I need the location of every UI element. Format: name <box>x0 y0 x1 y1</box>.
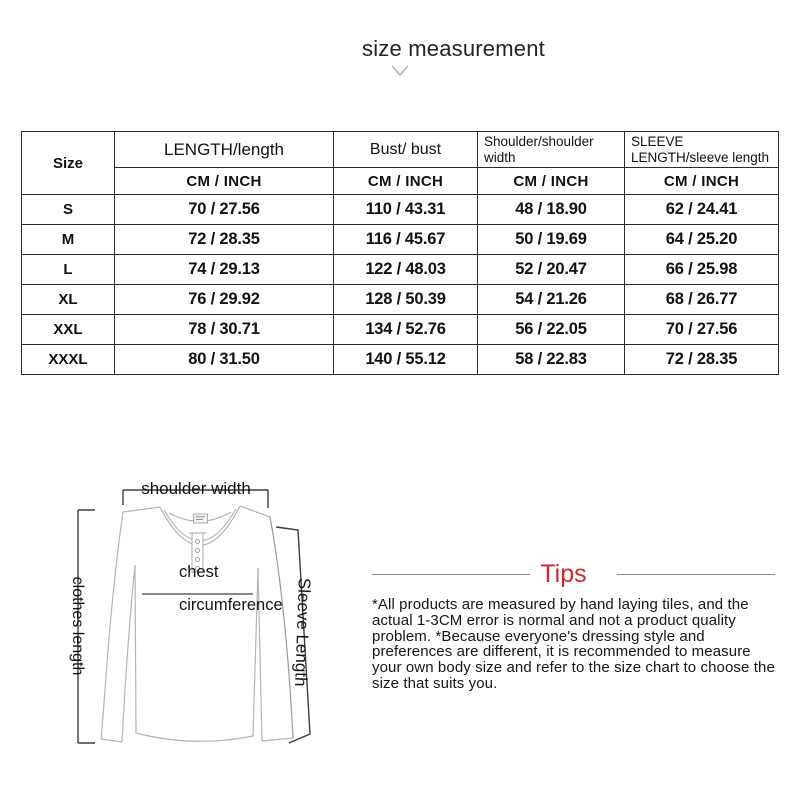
button <box>195 548 199 552</box>
bust-cell: 122 / 48.03 <box>334 255 478 285</box>
shoulder-cell: 50 / 19.69 <box>478 225 625 255</box>
sleeve-cell: 64 / 25.20 <box>625 225 779 255</box>
shoulder-cell: 48 / 18.90 <box>478 195 625 225</box>
bust-cell: 110 / 43.31 <box>334 195 478 225</box>
length-cell: 70 / 27.56 <box>115 195 334 225</box>
table-row <box>22 285 779 315</box>
tips-header <box>372 562 775 587</box>
length-cell: 78 / 30.71 <box>115 315 334 345</box>
chest-label: chest <box>179 563 219 581</box>
sleeve-cell: 68 / 26.77 <box>625 285 779 315</box>
sleeve-cell: 70 / 27.56 <box>625 315 779 345</box>
size-cell: XL <box>22 285 115 315</box>
size-cell: M <box>22 225 115 255</box>
column-header-shoulder: Shoulder/shoulder width <box>478 132 625 168</box>
length-cell: 80 / 31.50 <box>115 345 334 375</box>
column-header-length: LENGTH/length <box>115 132 334 168</box>
table-row <box>22 255 779 285</box>
button <box>195 557 199 561</box>
size-table <box>21 131 779 375</box>
table-header-row <box>22 132 779 168</box>
column-header-sleeve: SLEEVE LENGTH/sleeve length <box>625 132 779 168</box>
chevron-down-icon <box>389 64 411 78</box>
table-row <box>22 315 779 345</box>
table-row <box>22 195 779 225</box>
tips-body-text: *All products are measured by hand laying tiles, and the actual 1-3CM error is normal and not a product quality problem. *Because everyone's dressing style and preferences are different, it is recommended to measure your own body size and refer to the size chart to choose the size that suits you. <box>372 596 775 692</box>
sleeve-cell: 72 / 28.35 <box>625 345 779 375</box>
bust-cell: 128 / 50.39 <box>334 285 478 315</box>
tips-title: Tips <box>540 560 587 588</box>
size-cell: S <box>22 195 115 225</box>
shoulder-cell: 58 / 22.83 <box>478 345 625 375</box>
sleeve-cell: 66 / 25.98 <box>625 255 779 285</box>
table-row <box>22 345 779 375</box>
unit-cell: CM / INCH <box>625 168 779 195</box>
column-header-bust: Bust/ bust <box>334 132 478 168</box>
brand-label <box>194 514 208 523</box>
shoulder-width-label: shoulder width <box>141 479 251 498</box>
size-cell: XXL <box>22 315 115 345</box>
table-row <box>22 225 779 255</box>
unit-cell: CM / INCH <box>115 168 334 195</box>
sleeve-length-label: Sleeve Length <box>291 577 314 687</box>
shoulder-cell: 54 / 21.26 <box>478 285 625 315</box>
length-cell: 76 / 29.92 <box>115 285 334 315</box>
shoulder-cell: 52 / 20.47 <box>478 255 625 285</box>
sleeve-cell: 62 / 24.41 <box>625 195 779 225</box>
shoulder-cell: 56 / 22.05 <box>478 315 625 345</box>
shirt-measurement-diagram <box>40 450 320 780</box>
divider-line <box>372 574 530 575</box>
circumference-label: circumference <box>179 596 283 614</box>
length-cell: 72 / 28.35 <box>115 225 334 255</box>
button <box>195 539 199 543</box>
column-header-size: Size <box>22 132 115 195</box>
size-cell: L <box>22 255 115 285</box>
unit-cell: CM / INCH <box>478 168 625 195</box>
clothes-length-label: clothes length <box>69 576 86 676</box>
size-cell: XXXL <box>22 345 115 375</box>
bust-cell: 140 / 55.12 <box>334 345 478 375</box>
page-title: size measurement <box>362 36 545 61</box>
length-cell: 74 / 29.13 <box>115 255 334 285</box>
table-unit-row <box>22 168 779 195</box>
unit-cell: CM / INCH <box>334 168 478 195</box>
bust-cell: 134 / 52.76 <box>334 315 478 345</box>
divider-line <box>617 574 775 575</box>
bust-cell: 116 / 45.67 <box>334 225 478 255</box>
